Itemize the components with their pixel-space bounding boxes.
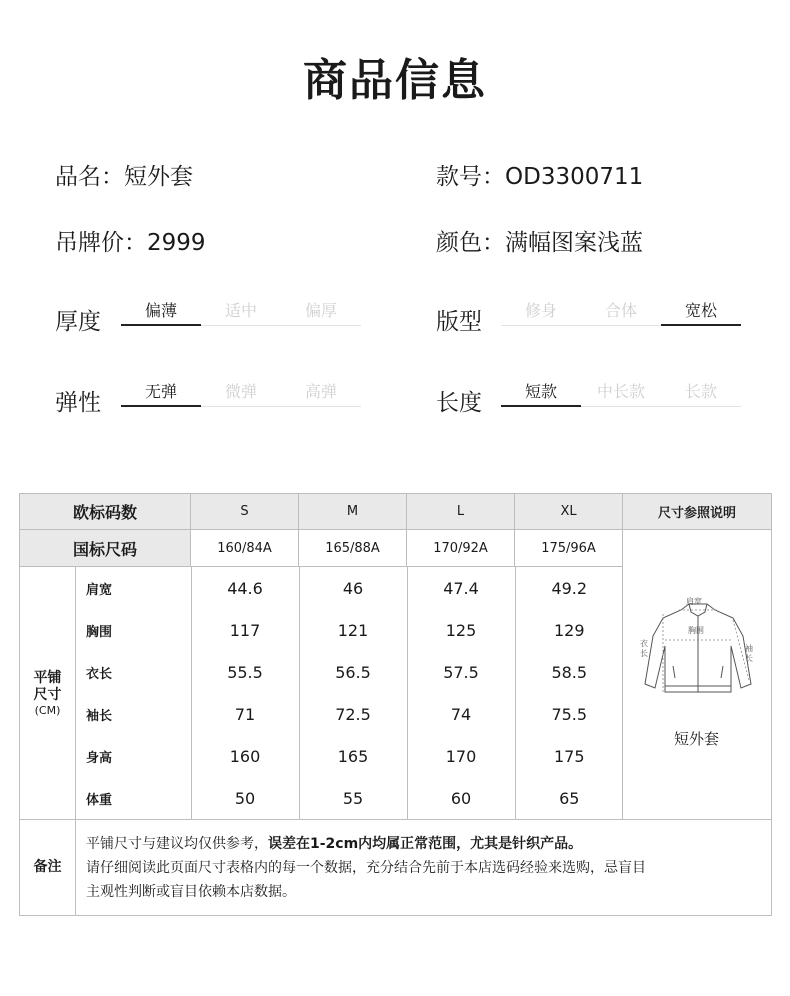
cn-size-m: 165/88A	[299, 530, 407, 567]
thickness-option-medium: 适中	[224, 301, 257, 320]
length-selected-underline	[501, 405, 581, 407]
reference-header: 尺寸参照说明	[623, 494, 772, 530]
size-xl: XL	[515, 494, 623, 530]
group-label-line1: 平铺	[33, 669, 62, 686]
cell: 50	[191, 777, 299, 819]
measurement-block	[76, 567, 623, 820]
diagram-caption: 短外套	[674, 729, 720, 748]
color-label: 颜色：	[436, 230, 505, 256]
cn-size-row	[20, 530, 772, 567]
cell: 129	[553, 620, 585, 640]
thickness-option-thick: 偏厚	[304, 301, 337, 320]
style-number-label: 款号：	[436, 164, 505, 190]
note-text	[76, 820, 772, 916]
color	[436, 224, 643, 257]
note-line-2: 请仔细阅读此页面尺寸表格内的每一个数据，充分结合先前于本店选码经验来选购，忌盲目	[86, 859, 646, 876]
note-row	[20, 820, 772, 916]
size-m: M	[299, 494, 407, 530]
note-line-1b: 误差在1-2cm内均属正常范围，尤其是针织产品。	[268, 835, 583, 852]
cell: 55.5	[191, 651, 299, 693]
elasticity-selected-underline	[121, 405, 201, 407]
cell: 75.5	[551, 704, 588, 724]
cell: 49.2	[551, 578, 588, 598]
length-option-short: 短款	[524, 382, 557, 401]
note-line-1	[86, 832, 761, 856]
elasticity-option-high: 高弹	[304, 382, 337, 401]
row-label: 袖长	[76, 693, 191, 735]
elasticity-label: 弹性	[55, 390, 101, 416]
measurement-group-label	[20, 567, 76, 820]
length-option-long: 长款	[684, 382, 717, 401]
cell: 121	[299, 609, 407, 651]
length-label: 长度	[436, 390, 482, 416]
fit-option-regular: 合体	[604, 301, 637, 320]
product-name	[55, 158, 193, 191]
size-l: L	[407, 494, 515, 530]
size-table	[19, 493, 772, 916]
cell: 165	[299, 735, 407, 777]
thickness-selected-underline	[121, 324, 201, 326]
row-label: 身高	[76, 735, 191, 777]
tag-price-value: 2999	[147, 230, 206, 256]
cell: 60	[407, 777, 515, 819]
row-chest	[76, 609, 623, 651]
product-name-label: 品名：	[55, 164, 124, 190]
row-height	[76, 735, 623, 777]
measurement-table	[76, 567, 623, 819]
style-number	[436, 158, 643, 191]
cell: 65	[559, 788, 580, 808]
size-s: S	[191, 494, 299, 530]
eu-size-header: 欧标码数	[20, 494, 191, 530]
cell: 44.6	[191, 567, 299, 609]
thickness-option-thin: 偏薄	[144, 301, 177, 320]
elasticity-option-none: 无弹	[144, 382, 177, 401]
row-label: 肩宽	[76, 567, 191, 609]
thickness-label: 厚度	[55, 309, 101, 335]
row-weight	[76, 777, 623, 819]
cell: 160	[191, 735, 299, 777]
reference-diagram-cell	[623, 530, 772, 820]
cell: 58.5	[551, 662, 588, 682]
eu-size-row	[20, 494, 772, 530]
note-line-3: 主观性判断或盲目依赖本店数据。	[86, 883, 296, 900]
fit-option-slim: 修身	[524, 301, 557, 320]
row-length	[76, 651, 623, 693]
cn-size-header: 国标尺码	[20, 530, 191, 567]
cell: 56.5	[299, 651, 407, 693]
tag-price-label: 吊牌价：	[55, 230, 147, 256]
cell: 55	[299, 777, 407, 819]
length-option-medium: 中长款	[596, 382, 645, 401]
group-label-line2: 尺寸	[33, 686, 62, 703]
row-sleeve	[76, 693, 623, 735]
elasticity-option-slight: 微弹	[224, 382, 257, 401]
row-label: 胸围	[76, 609, 191, 651]
cell: 125	[407, 609, 515, 651]
cell: 170	[407, 735, 515, 777]
diagram-sleeve-label-1: 袖	[745, 643, 754, 653]
cell: 46	[299, 567, 407, 609]
group-label-unit: (CM)	[34, 703, 61, 717]
fit-selected-underline	[661, 324, 741, 326]
page-title: 商品信息	[303, 55, 487, 106]
cn-size-l: 170/92A	[407, 530, 515, 567]
cn-size-s: 160/84A	[191, 530, 299, 567]
cell: 74	[407, 693, 515, 735]
cell: 57.5	[407, 651, 515, 693]
diagram-length-label-1: 衣	[640, 638, 649, 648]
jacket-diagram	[623, 596, 771, 750]
tag-price	[55, 224, 206, 257]
diagram-chest-label: 胸围	[688, 625, 705, 635]
cell: 47.4	[407, 567, 515, 609]
product-name-value: 短外套	[124, 164, 193, 190]
cell: 175	[553, 746, 585, 766]
diagram-length-label-2: 长	[640, 648, 649, 658]
cell: 72.5	[299, 693, 407, 735]
fit-option-loose: 宽松	[684, 301, 717, 320]
cell: 71	[191, 693, 299, 735]
fit-label: 版型	[436, 309, 482, 335]
diagram-shoulder-label: 肩宽	[686, 596, 703, 606]
row-label: 衣长	[76, 651, 191, 693]
note-line-1a: 平铺尺寸与建议均仅供参考，	[86, 835, 268, 852]
cell: 117	[191, 609, 299, 651]
style-number-value: OD3300711	[505, 164, 644, 190]
cn-size-xl: 175/96A	[515, 530, 623, 567]
diagram-sleeve-label-2: 长	[745, 653, 754, 663]
color-value: 满幅图案浅蓝	[505, 230, 643, 256]
row-label: 体重	[76, 777, 191, 819]
row-shoulder	[76, 567, 623, 609]
jacket-icon	[633, 596, 763, 706]
note-label: 备注	[20, 820, 76, 916]
